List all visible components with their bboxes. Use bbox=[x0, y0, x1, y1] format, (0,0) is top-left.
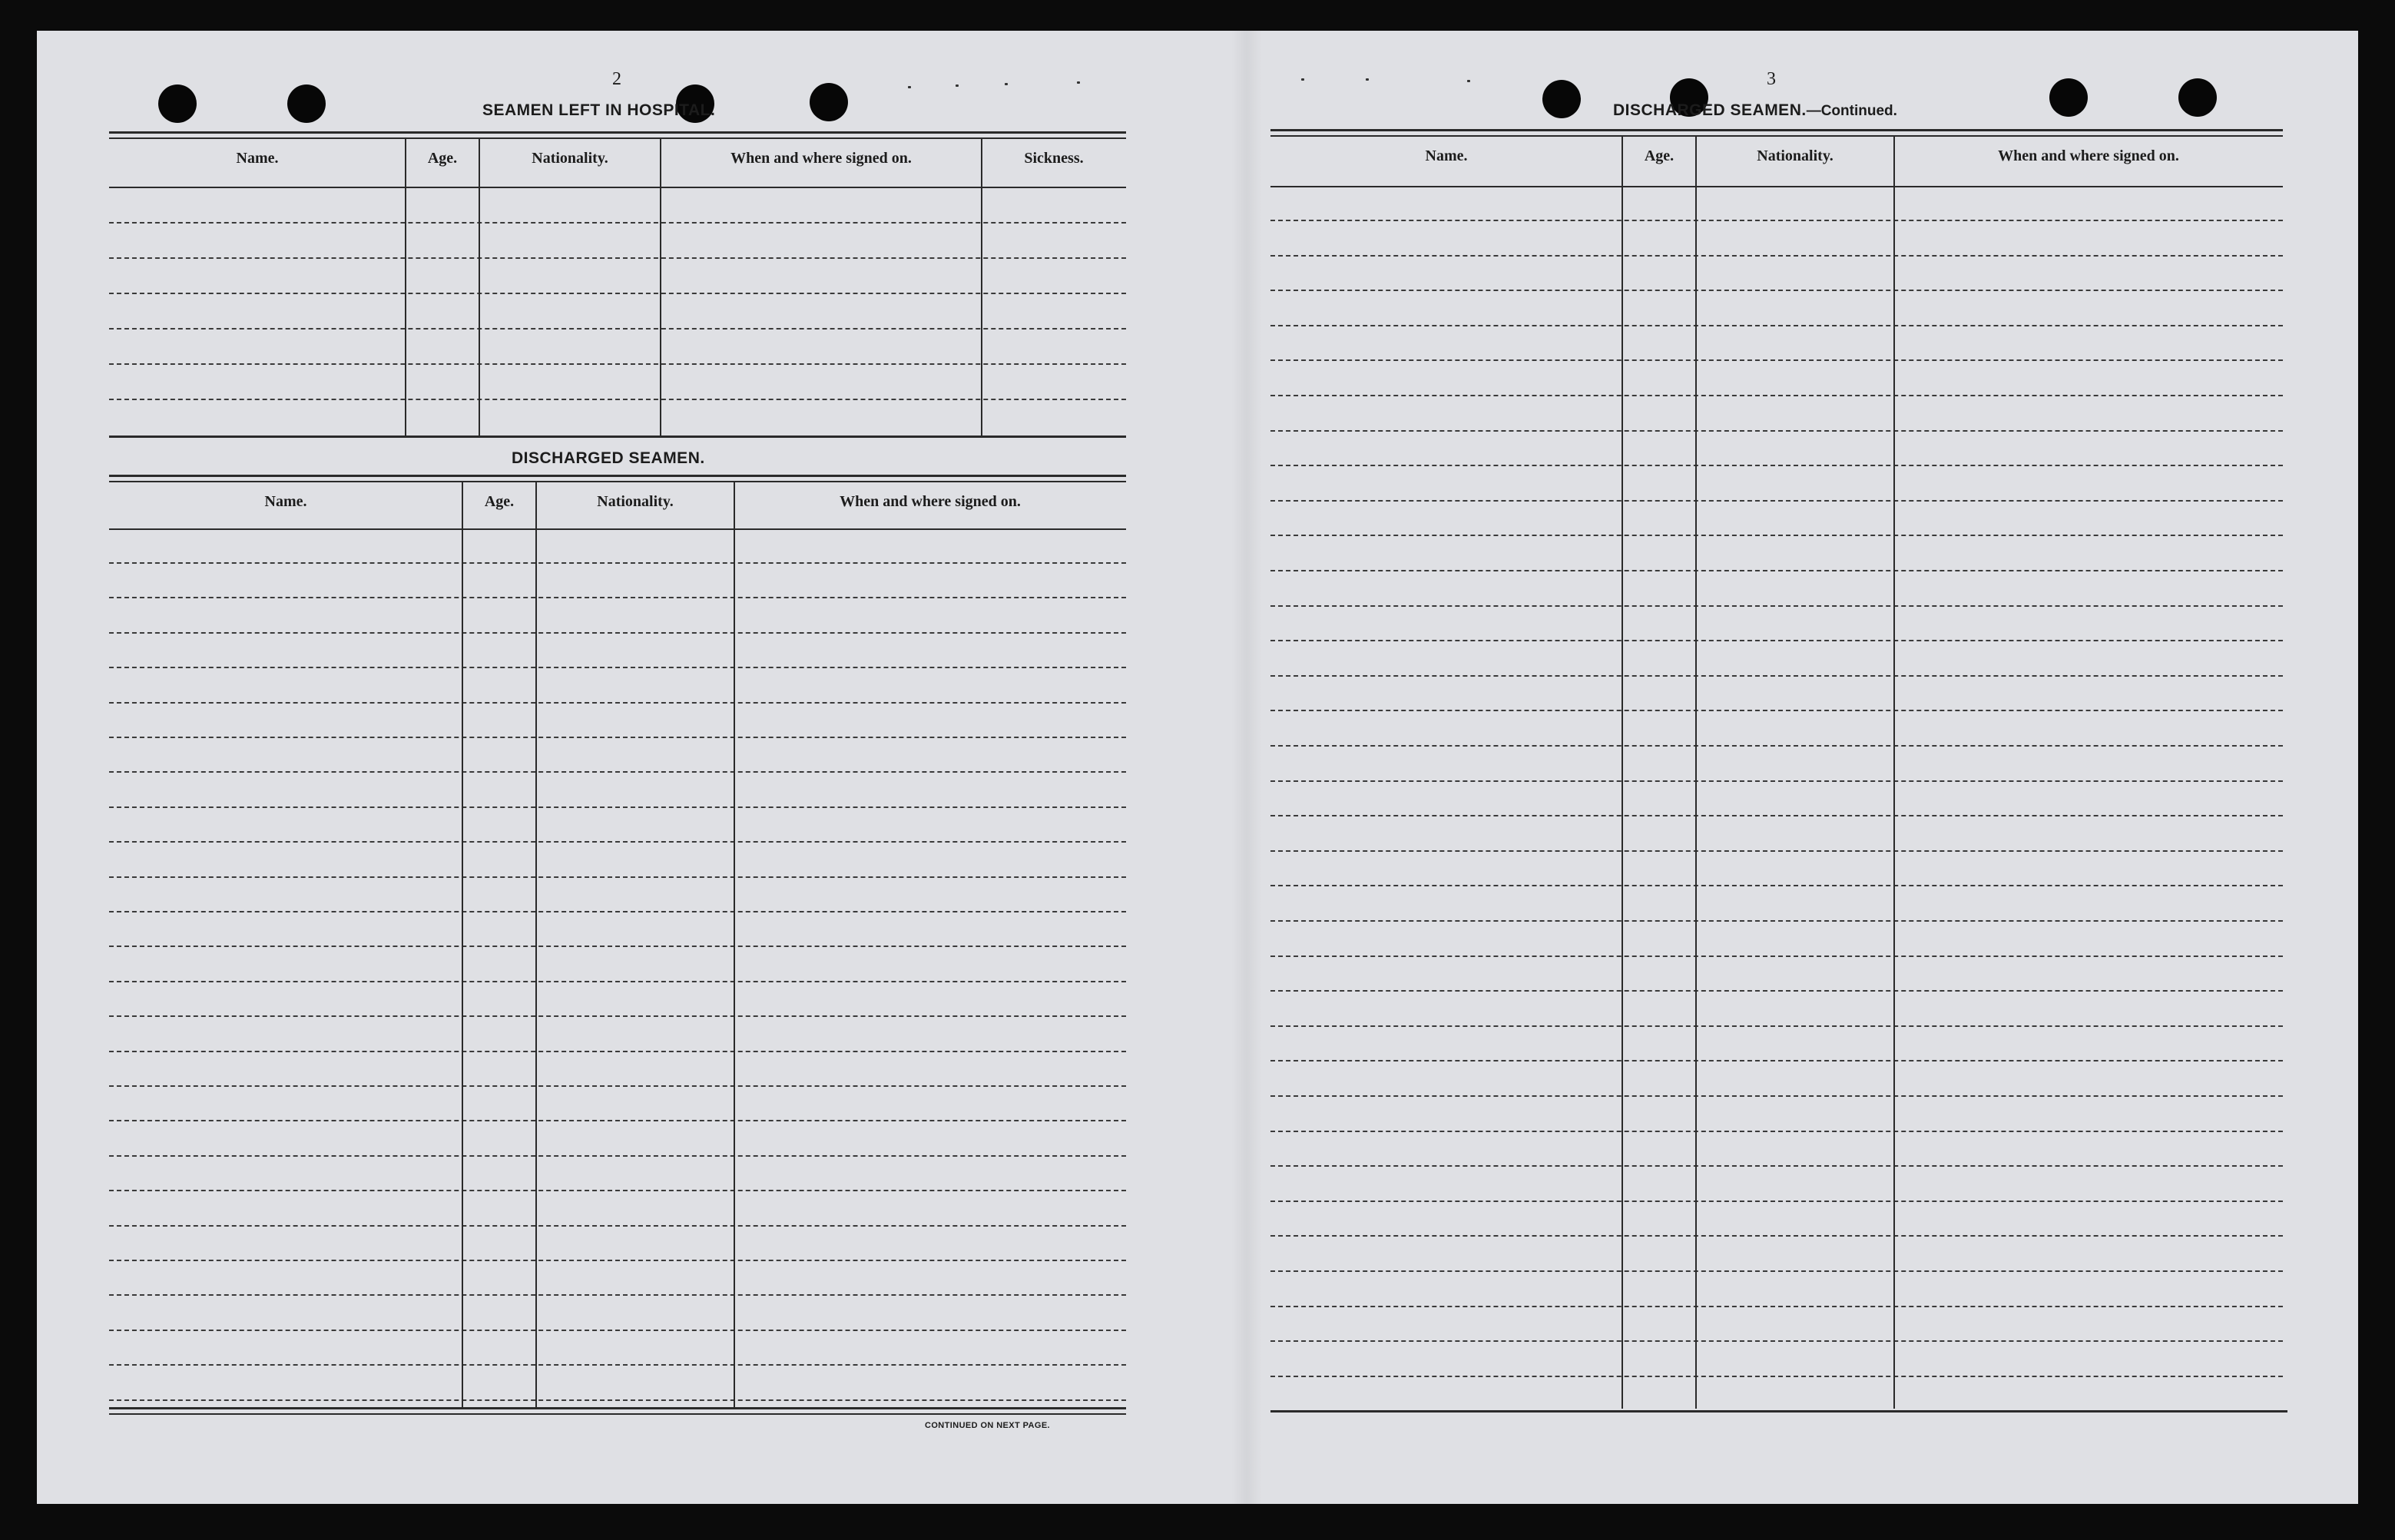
entry-line bbox=[1270, 1165, 2283, 1167]
entry-line bbox=[109, 667, 1126, 668]
entry-line bbox=[1270, 745, 2283, 747]
header-underline bbox=[109, 528, 1126, 530]
column-header-nationality: Nationality. bbox=[1757, 147, 1834, 164]
entry-line bbox=[109, 876, 1126, 878]
entry-line bbox=[1270, 1060, 2283, 1061]
entry-line bbox=[109, 1399, 1126, 1401]
column-divider bbox=[479, 139, 480, 436]
column-divider bbox=[405, 139, 406, 436]
entry-line bbox=[1270, 1235, 2283, 1237]
column-header-age: Age. bbox=[427, 150, 458, 167]
ink-speck bbox=[1077, 81, 1080, 84]
column-divider bbox=[1622, 137, 1623, 1409]
entry-line bbox=[109, 597, 1126, 598]
entry-line bbox=[1270, 885, 2283, 886]
entry-line bbox=[1270, 1131, 2283, 1132]
entry-line bbox=[1270, 675, 2283, 677]
entry-line bbox=[109, 737, 1126, 738]
entry-line bbox=[109, 257, 1126, 259]
column-header-age: Age. bbox=[1644, 147, 1675, 164]
entry-line bbox=[109, 1294, 1126, 1296]
column-divider bbox=[1893, 137, 1895, 1409]
entry-line bbox=[1270, 290, 2283, 291]
column-header-name: Name. bbox=[264, 493, 307, 510]
entry-line bbox=[109, 363, 1126, 365]
hospital-bottom-rule bbox=[109, 436, 1126, 438]
punch-hole bbox=[1542, 80, 1581, 118]
ink-speck bbox=[956, 84, 959, 87]
discharged-bottom-rule bbox=[109, 1407, 1126, 1409]
discharged-continued-header bbox=[1270, 137, 2283, 183]
page-number-right: 3 bbox=[1767, 69, 1776, 89]
entry-line bbox=[1270, 500, 2283, 502]
entry-line bbox=[109, 1155, 1126, 1157]
entry-line bbox=[1270, 535, 2283, 536]
column-divider bbox=[1695, 137, 1697, 1409]
entry-line bbox=[1270, 780, 2283, 782]
entry-line bbox=[109, 1190, 1126, 1191]
header-underline bbox=[109, 187, 1126, 188]
hospital-table bbox=[109, 139, 1126, 439]
entry-line bbox=[1270, 710, 2283, 711]
header-underline bbox=[1270, 186, 2283, 187]
column-header-name: Name. bbox=[1425, 147, 1468, 164]
ink-speck bbox=[1467, 80, 1470, 82]
entry-line bbox=[1270, 990, 2283, 992]
ink-speck bbox=[1301, 78, 1304, 81]
discharged-table bbox=[109, 482, 1126, 1412]
entry-line bbox=[109, 632, 1126, 634]
discharged-top-rule bbox=[109, 475, 1126, 477]
entry-line bbox=[1270, 1270, 2283, 1272]
ink-speck bbox=[1366, 78, 1369, 81]
ledger-sheet bbox=[37, 31, 2358, 1504]
entry-line bbox=[109, 328, 1126, 330]
hospital-top-rule bbox=[109, 131, 1126, 134]
entry-line bbox=[1270, 325, 2283, 326]
entry-line bbox=[1270, 955, 2283, 957]
discharged-continued-table bbox=[1270, 137, 2283, 1409]
entry-line bbox=[1270, 570, 2283, 571]
entry-line bbox=[1270, 640, 2283, 641]
page-number-left: 2 bbox=[612, 69, 621, 89]
entry-line bbox=[109, 1120, 1126, 1121]
discharged-bottom-rule-2 bbox=[109, 1413, 1126, 1415]
entry-line bbox=[109, 399, 1126, 400]
column-header-name: Name. bbox=[236, 150, 279, 167]
column-header-signed-on: When and where signed on. bbox=[840, 493, 1021, 510]
title-suffix: —Continued. bbox=[1806, 103, 1897, 119]
column-divider bbox=[734, 482, 735, 1407]
entry-line bbox=[109, 1260, 1126, 1261]
entry-line bbox=[109, 562, 1126, 564]
column-header-nationality: Nationality. bbox=[532, 150, 608, 167]
column-divider bbox=[535, 482, 537, 1407]
entry-line bbox=[109, 293, 1126, 294]
entry-line bbox=[109, 981, 1126, 982]
right-top-rule bbox=[1270, 129, 2283, 131]
hospital-table-header bbox=[109, 139, 1126, 185]
entry-line bbox=[1270, 1025, 2283, 1027]
punch-hole bbox=[2049, 78, 2088, 117]
entry-line bbox=[1270, 1376, 2283, 1377]
entry-line bbox=[109, 911, 1126, 912]
ink-speck bbox=[908, 86, 911, 88]
hospital-section-title: SEAMEN LEFT IN HOSPITAL. bbox=[482, 101, 716, 119]
entry-line bbox=[109, 222, 1126, 224]
right-bottom-rule bbox=[1270, 1410, 2287, 1412]
column-header-nationality: Nationality. bbox=[597, 493, 674, 510]
entry-line bbox=[1270, 359, 2283, 361]
page-gutter bbox=[1231, 31, 1262, 1504]
entry-line bbox=[109, 1051, 1126, 1052]
entry-line bbox=[1270, 255, 2283, 257]
entry-line bbox=[109, 841, 1126, 843]
column-header-signed-on: When and where signed on. bbox=[1998, 147, 2179, 164]
entry-line bbox=[109, 771, 1126, 773]
entry-line bbox=[109, 1364, 1126, 1366]
entry-line bbox=[1270, 1306, 2283, 1307]
entry-line bbox=[1270, 850, 2283, 852]
entry-line bbox=[109, 1330, 1126, 1331]
entry-line bbox=[1270, 1095, 2283, 1097]
entry-line bbox=[1270, 815, 2283, 816]
entry-line bbox=[1270, 1340, 2283, 1342]
continued-note: CONTINUED ON NEXT PAGE. bbox=[925, 1421, 1051, 1430]
column-divider bbox=[660, 139, 661, 436]
punch-hole bbox=[810, 83, 848, 121]
discharged-section-title: DISCHARGED SEAMEN. bbox=[512, 449, 705, 467]
entry-line bbox=[109, 702, 1126, 704]
column-header-sickness: Sickness. bbox=[1024, 150, 1084, 167]
entry-line bbox=[109, 1225, 1126, 1227]
title-text: DISCHARGED SEAMEN. bbox=[1613, 101, 1807, 119]
entry-line bbox=[1270, 920, 2283, 922]
entry-line bbox=[1270, 1201, 2283, 1202]
entry-line bbox=[109, 946, 1126, 947]
column-header-signed-on: When and where signed on. bbox=[730, 150, 912, 167]
column-divider bbox=[981, 139, 982, 436]
punch-hole bbox=[287, 84, 326, 123]
entry-line bbox=[1270, 465, 2283, 466]
punch-hole bbox=[158, 84, 197, 123]
discharged-continued-title bbox=[1613, 101, 1897, 120]
entry-line bbox=[1270, 395, 2283, 396]
entry-line bbox=[1270, 220, 2283, 221]
entry-line bbox=[109, 1015, 1126, 1017]
column-divider bbox=[462, 482, 463, 1407]
ink-speck bbox=[1005, 83, 1008, 85]
column-header-age: Age. bbox=[484, 493, 515, 510]
entry-line bbox=[109, 1085, 1126, 1087]
entry-line bbox=[1270, 605, 2283, 607]
entry-line bbox=[1270, 430, 2283, 432]
discharged-table-header bbox=[109, 482, 1126, 528]
punch-hole bbox=[2178, 78, 2217, 117]
entry-line bbox=[109, 806, 1126, 808]
